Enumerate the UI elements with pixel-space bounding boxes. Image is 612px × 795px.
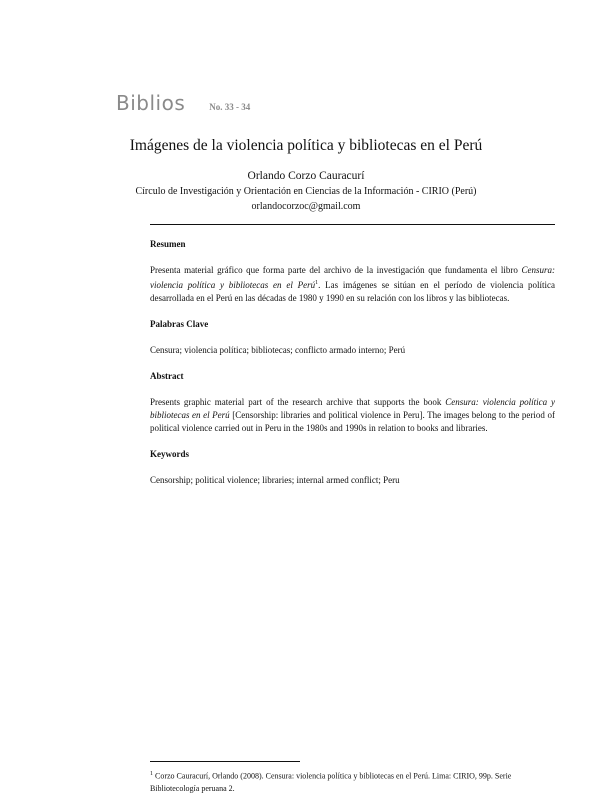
issue-number: No. 33 - 34 [209, 102, 251, 112]
keywords-heading: Keywords [150, 449, 189, 459]
footnote-mark: 1 [150, 771, 153, 777]
journal-name: Biblios [116, 91, 186, 115]
header-divider [150, 224, 555, 225]
abstract-text: Presents graphic material part of the research archive that supports the book Censura: violencia política y bibliotecas en el Perú [Censorship: libraries and political violence in Peru]. The images belong to the period of political violence carried out in Peru in the 1980s and 1990s in relation to books and libraries. [150, 397, 555, 433]
abstract-heading: Abstract [150, 371, 184, 381]
resumen-book-title: Censura: violencia política y bibliotecas en el Perú [150, 265, 555, 290]
footnote-ref[interactable]: 1 [315, 280, 319, 286]
author-email: orlandocorzoc@gmail.com [251, 201, 361, 212]
keywords-text: Censorship; political violence; libraries; internal armed conflict; Peru [150, 475, 400, 485]
author-name: Orlando Corzo Cauracurí [247, 170, 365, 182]
abstract-book-title: Censura: violencia política y bibliotecas en el Perú [150, 397, 555, 420]
article-title: Imágenes de la violencia política y bibliotecas en el Perú [129, 137, 483, 154]
journal-header [116, 91, 250, 115]
footnote-divider [150, 761, 300, 762]
palabras-clave-heading: Palabras Clave [150, 319, 209, 329]
footnote-text: Corzo Cauracurí, Orlando (2008). Censura: violencia política y bibliotecas en el Perú. Lima: CIRIO, 99p. Serie Bibliotecología peruana 2. [150, 771, 512, 793]
article-body [150, 239, 555, 501]
author-affiliation: Círculo de Investigación y Orientación en Ciencias de la Información - CIRIO (Perú) [135, 186, 477, 197]
footnote [150, 768, 555, 795]
palabras-clave-text: Censura; violencia política; bibliotecas; conflicto armado interno; Perú [150, 345, 406, 355]
resumen-heading: Resumen [150, 239, 186, 249]
resumen-text: Presenta material gráfico que forma parte del archivo de la investigación que fundamenta el libro Censura: violencia política y bibliotecas en el Perú$^1$. Las imágenes se sitúan en el período de violencia política desarrollada en el Perú en las décadas de 1980 y 1990 en su relación con los libros y las bibliotecas. [150, 265, 555, 303]
